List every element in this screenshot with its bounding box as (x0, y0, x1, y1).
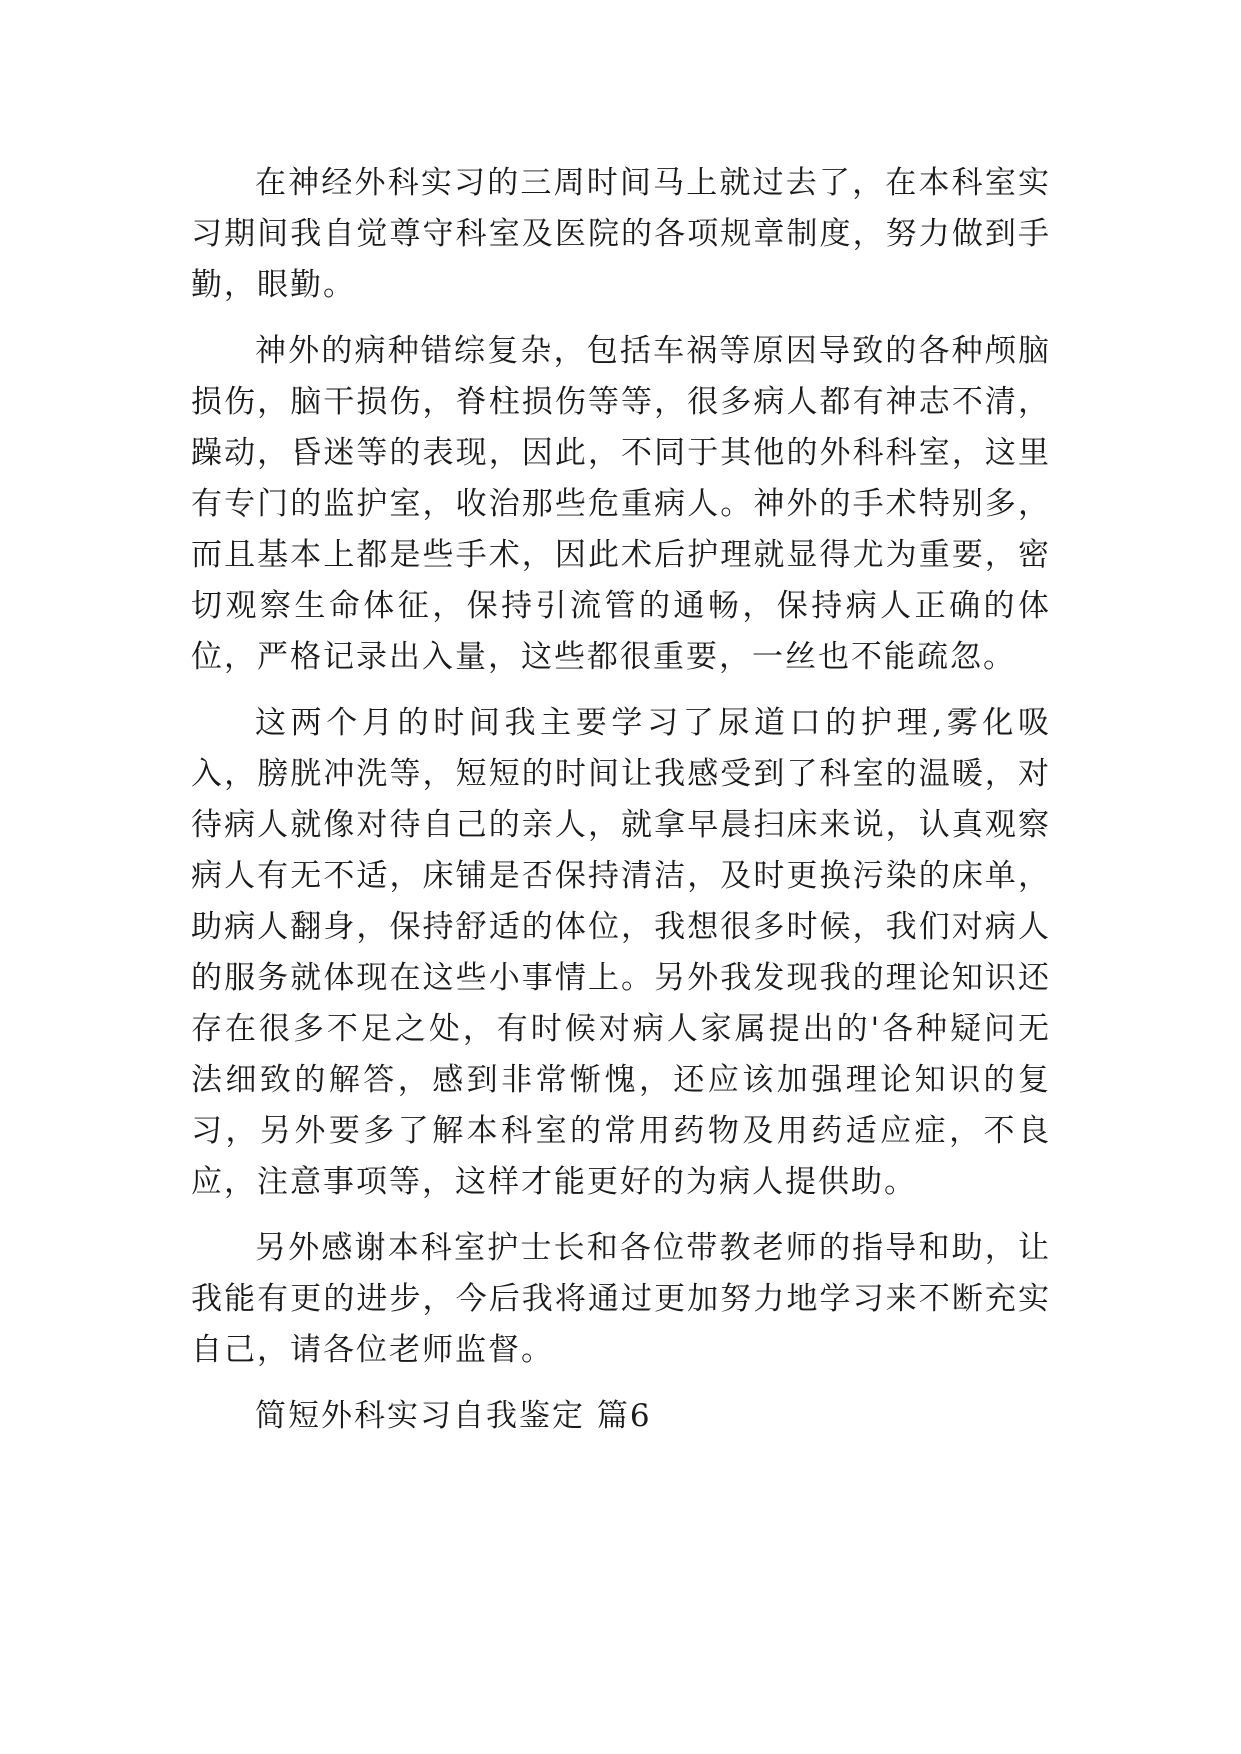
section-heading: 简短外科实习自我鉴定 篇6 (255, 1398, 652, 1434)
document-body (191, 158, 1051, 1442)
paragraph-neurosurgery-cases: 神外的病种错综复杂，包括车祸等原因导致的各种颅脑损伤，脑干损伤，脊柱损伤等等，很多病人都有神志不清，躁动，昏迷等的表现，因此，不同于其他的外科科室，这里有专门的监护室，收治那些危重病人。神外的手术特别多，而且基本上都是些手术，因此术后护理就显得尤为重要，密切观察生命体征，保持引流管的通畅，保持病人正确的体位，严格记录出入量，这些都很重要，一丝也不能疏忽。 (191, 333, 1051, 675)
paragraph-intro: 在神经外科实习的三周时间马上就过去了，在本科室实习期间我自觉尊守科室及医院的各项规章制度，努力做到手勤，眼勤。 (191, 165, 1051, 303)
paragraph-learning-experience: 这两个月的时间我主要学习了尿道口的护理,雾化吸入，膀胱冲洗等，短短的时间让我感受到了科室的温暖，对待病人就像对待自己的亲人，就拿早晨扫床来说，认真观察病人有无不适，床铺是否保持清洁，及时更换污染的床单，助病人翻身，保持舒适的体位，我想很多时候，我们对病人的服务就体现在这些小事情上。另外我发现我的理论知识还存在很多不足之处，有时候对病人家属提出的'各种疑问无法细致的解答，感到非常惭愧，还应该加强理论知识的复习，另外要多了解本科室的常用药物及用药适应症，不良应，注意事项等，这样才能更好的为病人提供助。 (191, 705, 1051, 1200)
paragraph-acknowledgement: 另外感谢本科室护士长和各位带教老师的指导和助，让我能有更的进步，今后我将通过更加努力地学习来不断充实自己，请各位老师监督。 (191, 1230, 1051, 1368)
